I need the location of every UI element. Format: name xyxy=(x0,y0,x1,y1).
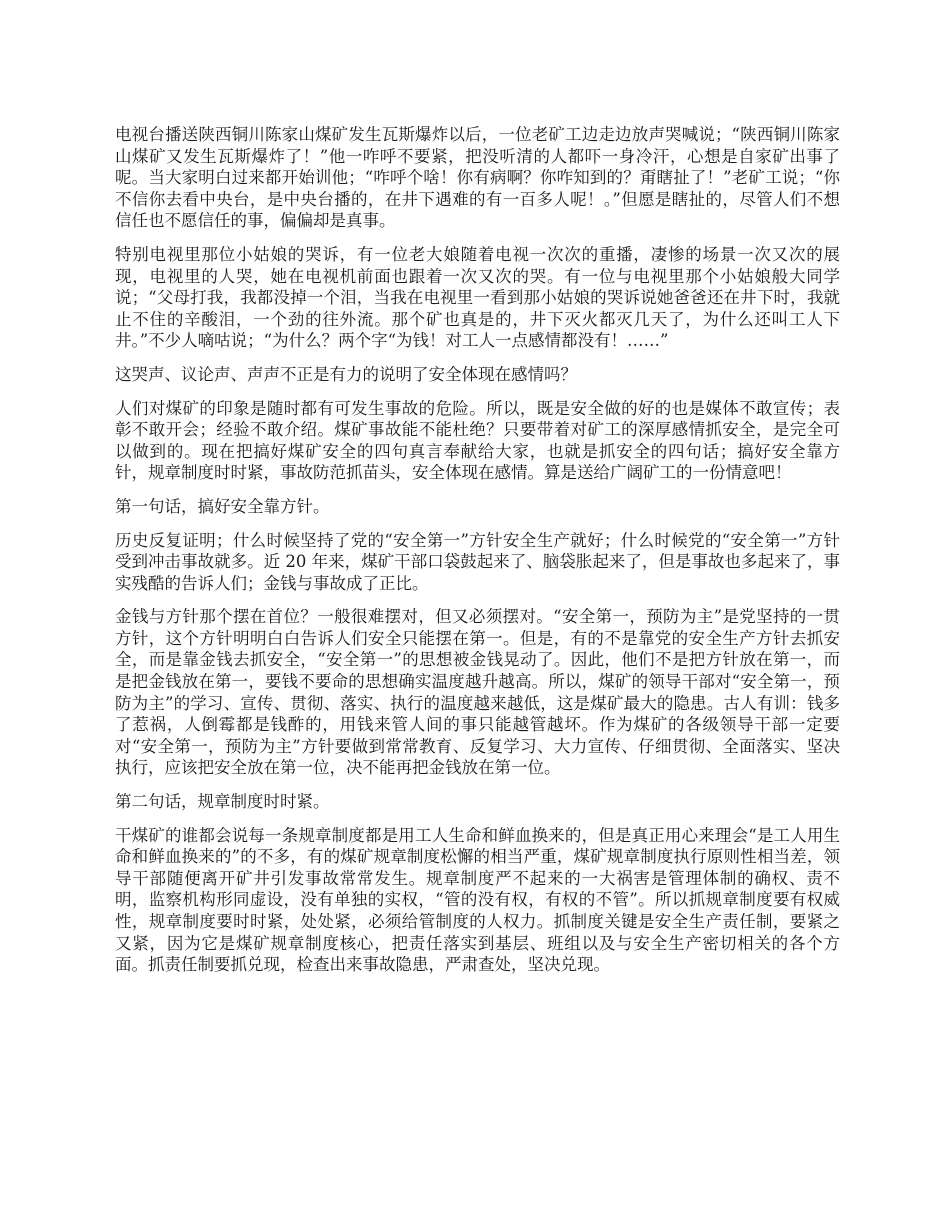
heading-first-saying: 第一句话，搞好安全靠方针。 xyxy=(115,496,330,516)
paragraph-safety-emotion-question: 这哭声、议论声、声声不正是有力的说明了安全体现在感情吗？ xyxy=(115,364,577,384)
paragraph-four-sayings: 人们对煤矿的印象是随时都有可发生事故的危险。所以，既是安全做的好的也是媒体不敢宣传；表彰不敢开会；经验不敢介绍。煤矿事故能不能杜绝？只要带着对矿工的深厚感情抓安全，是完全可以做到的。现在把搞好煤矿安全的四句真言奉献给大家，也就是抓安全的四句话；搞好安全靠方针，规章制度时时紧，事故防范抓苗头，安全体现在感情。算是送给广阔矿工的一份情意吧！ xyxy=(115,398,840,483)
document-body xyxy=(115,124,840,988)
paragraph-rules-regulations: 干煤矿的谁都会说每一条规章制度都是用工人生命和鲜血换来的，但是真正用心来理会“是工人用生命和鲜血换来的”的不多，有的煤矿规章制度松懈的相当严重，煤矿规章制度执行原则性相当差，领导干部随便离开矿井引发事故常常发生。规章制度严不起来的一大祸害是管理体制的确权、责不明，监察机构形同虚设，没有单独的实权，“管的没有权，有权的不管”。所以抓规章制度要有权威性，规章制度要时时紧，处处紧，必须给管制度的人权力。抓制度关键是安全生产责任制，要紧之又紧，因为它是煤矿规章制度核心，把责任落实到基层、班组以及与安全生产密切相关的各个方面。抓责任制要抓兑现，检查出来事故隐患，严肃查处，坚决兑现。 xyxy=(115,825,840,975)
paragraph-gas-explosion-news: 电视台播送陕西铜川陈家山煤矿发生瓦斯爆炸以后，一位老矿工边走边放声哭喊说；“陕西铜川陈家山煤矿又发生瓦斯爆炸了！”他一咋呼不要紧，把没听清的人都吓一身冷汗，心想是自家矿出事了呢。当大家明白过来都开始训他；“咋呼个啥！你有病啊？你咋知到的？甭瞎扯了！”老矿工说；“你不信你去看中央台，是中央台播的，在井下遇难的有一百多人呢！。”但愿是瞎扯的，尽管人们不想信任也不愿信任的事，偏偏却是真事。 xyxy=(115,125,840,231)
paragraph-history-proof: 历史反复证明；什么时候坚持了党的“安全第一”方针安全生产就好；什么时候党的“安全第一”方针受到冲击事故就多。近 20 年来，煤矿干部口袋鼓起来了、脑袋胀起来了，但是事故也多起来了，事实残酷的告诉人们；金钱与事故成了正比。 xyxy=(115,530,840,593)
paragraph-girl-crying: 特别电视里那位小姑娘的哭诉，有一位老大娘随着电视一次次的重播，凄惨的场景一次又次的展现，电视里的人哭，她在电视机前面也跟着一次又次的哭。有一位与电视里那个小姑娘般大同学说；“父母打我，我都没掉一个泪，当我在电视里一看到那小姑娘的哭诉说她爸爸还在井下时，我就止不住的辛酸泪，一个劲的往外流。那个矿也真是的，井下灭火都灭几天了，为什么还叫工人下井。”不少人嘀咕说；“为什么？两个字“为钱！对工人一点感情都没有！……” xyxy=(115,244,840,351)
heading-second-saying: 第二句话，规章制度时时紧。 xyxy=(115,792,330,812)
paragraph-money-vs-policy: 金钱与方针那个摆在首位？一般很难摆对，但又必须摆对。“安全第一，预防为主”是党坚持的一贯方针，这个方针明明白白告诉人们安全只能摆在第一。但是，有的不是靠党的安全生产方针去抓安全，而是靠金钱去抓安全，“安全第一”的思想被金钱晃动了。因此，他们不是把方针放在第一，而是把金钱放在第一，要钱不要命的思想确实温度越升越高。所以，煤矿的领导干部对“安全第一，预防为主”的学习、宣传、贯彻、落实、执行的温度越来越低，这是煤矿最大的隐患。古人有训：钱多了惹祸，人倒霉都是钱酢的，用钱来管人间的事只能越管越坏。作为煤矿的各级领导干部一定要对“安全第一，预防为主”方针要做到常常教育、反复学习、大力宣传、仔细贯彻、全面落实、坚决执行，应该把安全放在第一位，决不能再把金钱放在第一位。 xyxy=(115,607,840,778)
